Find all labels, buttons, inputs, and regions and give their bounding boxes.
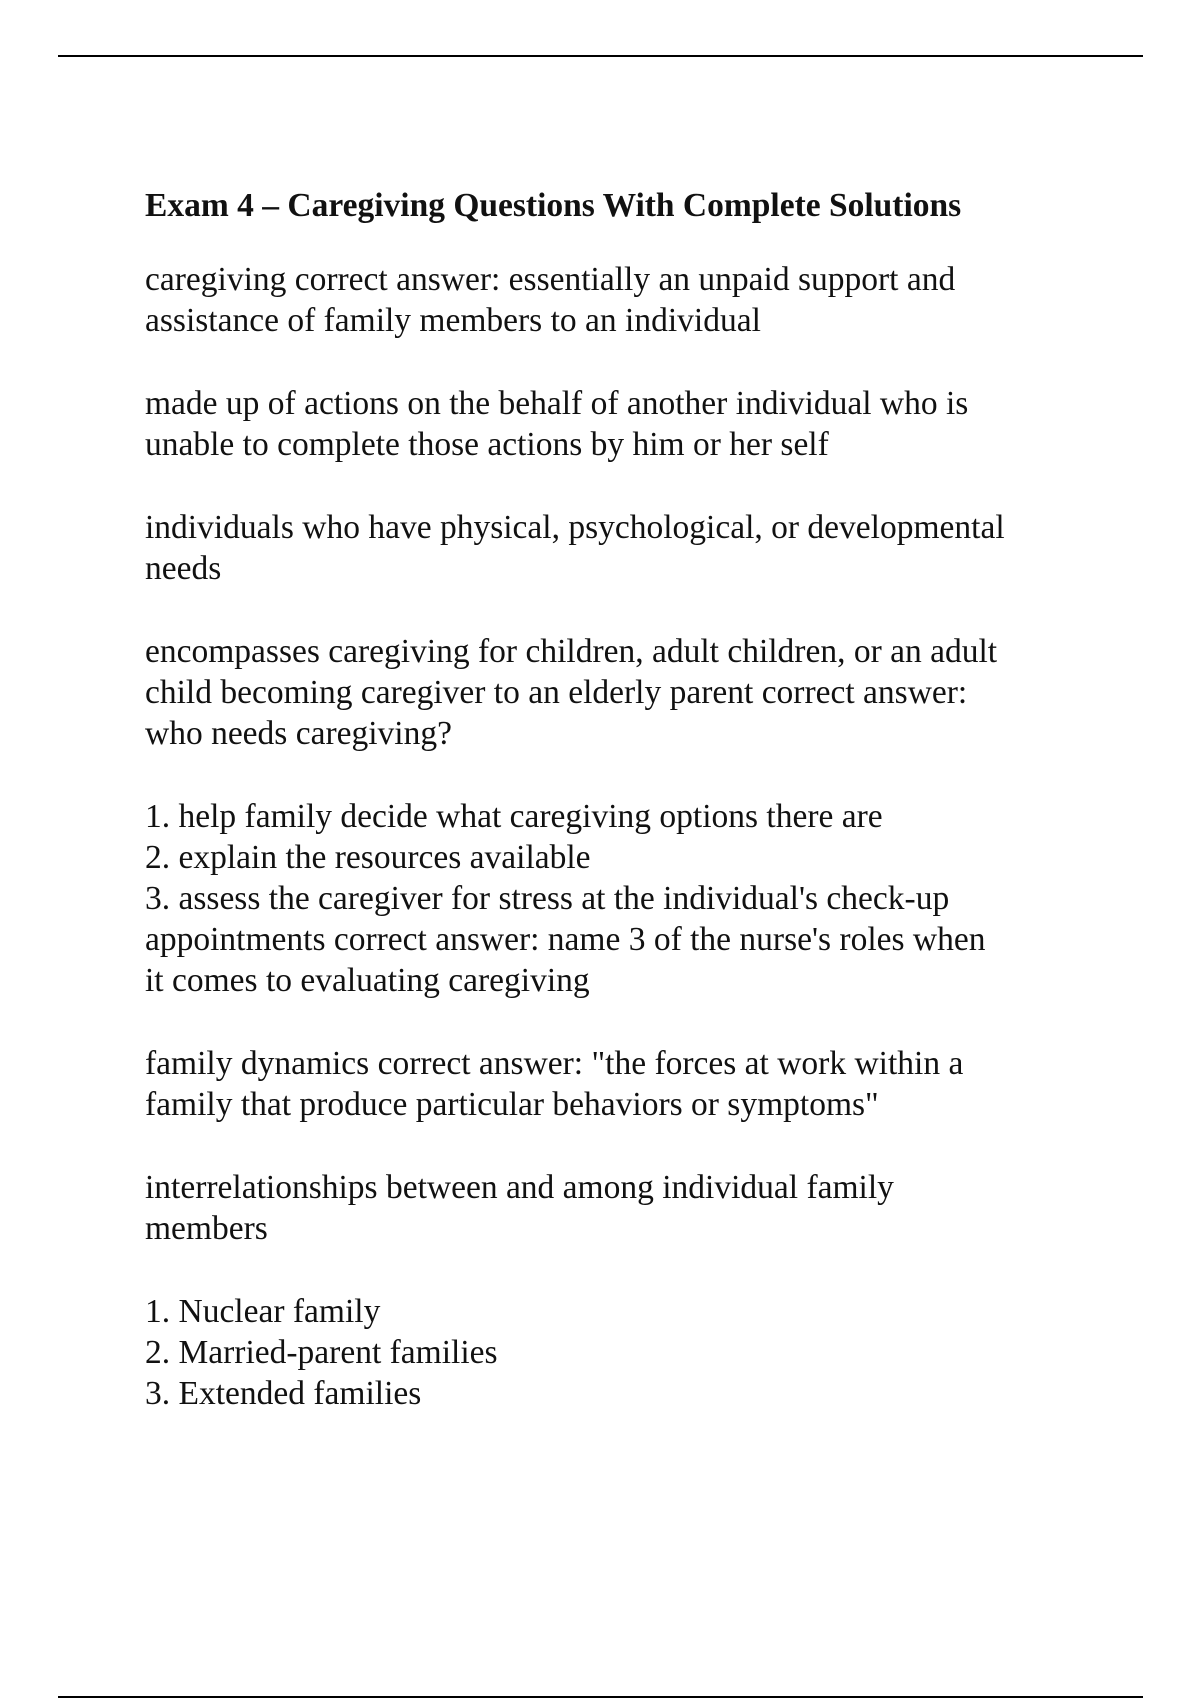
- text-line: encompasses caregiving for children, adult children, or an adult: [145, 633, 998, 670]
- paragraph-nurse-roles: [145, 796, 1145, 1001]
- document-title: Exam 4 – Caregiving Questions With Complete Solutions: [145, 187, 962, 224]
- text-line: 2. Married-parent families: [145, 1334, 498, 1371]
- text-line: 2. explain the resources available: [145, 839, 591, 876]
- paragraph-actions: [145, 383, 1145, 465]
- text-line: family dynamics correct answer: "the forces at work within a: [145, 1045, 964, 1082]
- text-line: unable to complete those actions by him or her self: [145, 426, 829, 463]
- text-line: assistance of family members to an individual: [145, 302, 761, 339]
- text-line: 3. Extended families: [145, 1375, 422, 1412]
- text-line: who needs caregiving?: [145, 715, 452, 752]
- paragraph-interrelationships: [145, 1167, 1145, 1249]
- text-line: members: [145, 1210, 268, 1247]
- bottom-divider: [58, 1696, 1143, 1698]
- text-line: 1. Nuclear family: [145, 1293, 381, 1330]
- text-line: interrelationships between and among individual family: [145, 1169, 894, 1206]
- document-body: [145, 185, 1145, 1456]
- paragraph-family-dynamics: [145, 1043, 1145, 1125]
- text-line: family that produce particular behaviors or symptoms": [145, 1086, 879, 1123]
- paragraph-family-types: [145, 1291, 1145, 1414]
- text-line: caregiving correct answer: essentially an unpaid support and: [145, 261, 956, 298]
- text-line: appointments correct answer: name 3 of the nurse's roles when: [145, 921, 986, 958]
- text-line: it comes to evaluating caregiving: [145, 962, 590, 999]
- text-line: needs: [145, 550, 222, 587]
- text-line: 3. assess the caregiver for stress at the individual's check-up: [145, 880, 950, 917]
- text-line: made up of actions on the behalf of another individual who is: [145, 385, 969, 422]
- text-line: child becoming caregiver to an elderly parent correct answer:: [145, 674, 968, 711]
- text-line: 1. help family decide what caregiving options there are: [145, 798, 883, 835]
- paragraph-individuals-needs: [145, 507, 1145, 589]
- paragraph-who-needs-caregiving: [145, 631, 1145, 754]
- paragraph-caregiving-definition: [145, 259, 1145, 341]
- text-line: individuals who have physical, psychological, or developmental: [145, 509, 1005, 546]
- top-divider: [58, 55, 1143, 57]
